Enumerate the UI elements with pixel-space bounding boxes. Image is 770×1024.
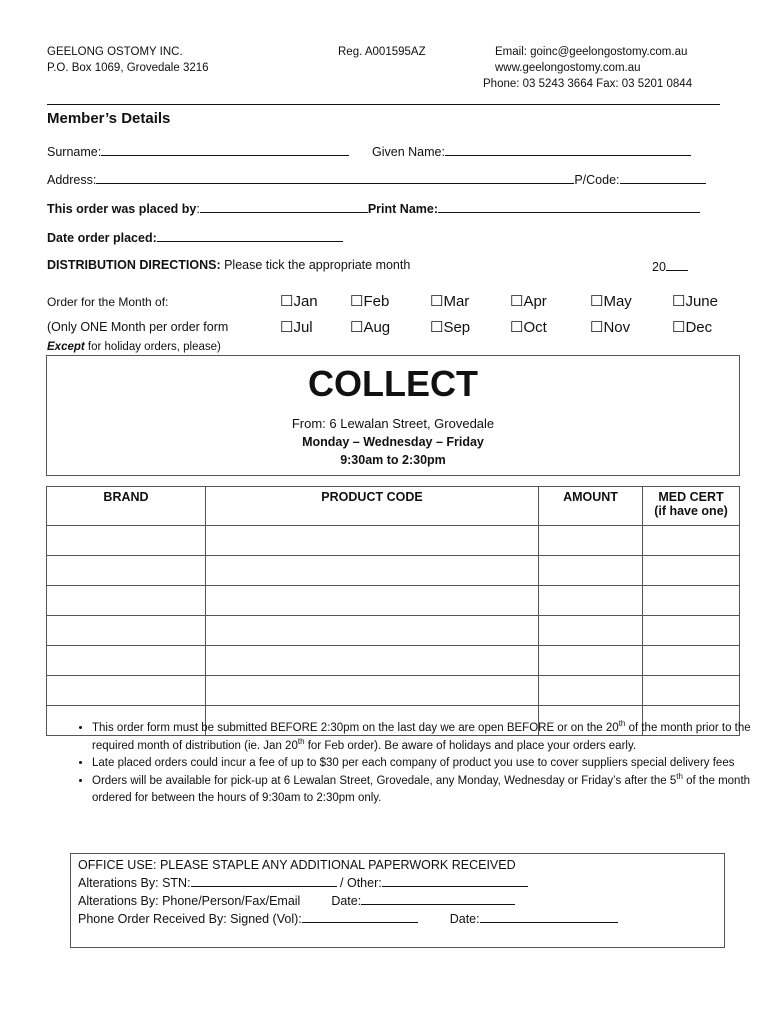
members-details-title: Member’s Details: [47, 110, 171, 127]
company-phone-fax: Phone: 03 5243 3664 Fax: 03 5201 0844: [483, 78, 693, 90]
brand-cell[interactable]: [47, 676, 206, 706]
table-header-row: [47, 487, 740, 526]
month-label: Nov: [603, 319, 631, 336]
med-cert-header: [643, 487, 740, 526]
table-row: [47, 526, 740, 556]
month-label: Jan: [293, 293, 318, 310]
alterations-stn-row: [78, 874, 724, 892]
med-cert-cell[interactable]: [643, 676, 740, 706]
collect-days: Monday – Wednesday – Friday: [302, 435, 484, 449]
amount-cell[interactable]: [539, 616, 643, 646]
brand-cell[interactable]: [47, 616, 206, 646]
address-row: [47, 171, 706, 187]
note-submission: [92, 720, 752, 755]
med-cert-cell[interactable]: [643, 586, 740, 616]
checkbox-icon[interactable]: ☐: [590, 293, 604, 310]
amount-cell[interactable]: [539, 526, 643, 556]
collect-title: COLLECT: [308, 363, 478, 404]
other-label: / Other:: [336, 876, 382, 890]
product-code-cell[interactable]: [206, 646, 539, 676]
month-label: June: [685, 293, 718, 310]
product-code-cell[interactable]: [206, 556, 539, 586]
month-option-sep[interactable]: [430, 318, 470, 336]
month-option-apr[interactable]: [510, 292, 547, 310]
phone-order-date-field[interactable]: [480, 910, 618, 923]
brand-cell[interactable]: [47, 586, 206, 616]
product-code-header: PRODUCT CODE: [206, 487, 539, 526]
collect-box: [46, 355, 740, 476]
note-1b: of the month prior to the required month of distribution (ie. Jan 20: [92, 722, 751, 752]
company-email: Email: goinc@geelongostomy.com.au: [495, 46, 688, 58]
brand-header: BRAND: [47, 487, 206, 526]
brand-cell[interactable]: [47, 526, 206, 556]
year-field[interactable]: [666, 258, 688, 271]
month-label: Mar: [443, 293, 470, 310]
amount-cell[interactable]: [539, 586, 643, 616]
note-1a: This order form must be submitted BEFORE 2:30pm on the last day we are open BEFORE or on the 20: [92, 722, 619, 734]
surname-field[interactable]: [101, 143, 349, 156]
address-field[interactable]: [96, 171, 574, 184]
med-cert-sublabel: (if have one): [654, 504, 728, 518]
alt-stn-field[interactable]: [191, 874, 337, 887]
other-field[interactable]: [382, 874, 528, 887]
company-address: P.O. Box 1069, Grovedale 3216: [47, 62, 209, 74]
given-name-row: [372, 143, 691, 159]
surname-label: Surname:: [47, 145, 102, 159]
except-label: Except: [47, 341, 85, 353]
checkbox-icon[interactable]: ☐: [350, 319, 364, 336]
distribution-instruction: Please tick the appropriate month: [224, 258, 411, 272]
month-of-label: Order for the Month of:: [47, 295, 169, 309]
month-label: Apr: [523, 293, 547, 310]
checkbox-icon[interactable]: ☐: [280, 293, 294, 310]
table-row: [47, 556, 740, 586]
checkbox-icon[interactable]: ☐: [430, 319, 444, 336]
month-option-oct[interactable]: [510, 318, 547, 336]
product-code-cell[interactable]: [206, 526, 539, 556]
company-name: GEELONG OSTOMY INC.: [47, 46, 183, 58]
month-option-june[interactable]: [672, 292, 718, 310]
collect-hours: 9:30am to 2:30pm: [340, 453, 446, 467]
year-row: [652, 258, 688, 274]
collect-from: From: 6 Lewalan Street, Grovedale: [291, 416, 495, 431]
office-use-title: OFFICE USE: PLEASE STAPLE ANY ADDITIONAL PAPERWORK RECEIVED: [78, 858, 516, 872]
print-name-field[interactable]: [438, 200, 700, 213]
checkbox-icon[interactable]: ☐: [590, 319, 604, 336]
month-label: Sep: [443, 319, 471, 336]
checkbox-icon[interactable]: ☐: [672, 293, 686, 310]
month-option-jul[interactable]: [280, 318, 313, 336]
company-website: www.geelongostomy.com.au: [495, 62, 641, 74]
med-cert-cell[interactable]: [643, 526, 740, 556]
note-3b: of the month ordered for between the hours of 9:30am to 2:30pm only.: [92, 774, 751, 804]
address-label: Address:: [47, 173, 97, 187]
pcode-label: P/Code:: [574, 173, 620, 187]
phone-order-row: [78, 910, 724, 928]
month-option-feb[interactable]: [350, 292, 389, 310]
amount-cell[interactable]: [539, 646, 643, 676]
alt-phone-label: Alterations By: Phone/Person/Fax/Email: [78, 894, 301, 908]
table-row: [47, 646, 740, 676]
amount-cell[interactable]: [539, 556, 643, 586]
product-code-cell[interactable]: [206, 616, 539, 646]
year-prefix: 20: [652, 260, 666, 274]
alt-date-field[interactable]: [361, 892, 515, 905]
month-option-jan[interactable]: [280, 292, 318, 310]
given-name-field[interactable]: [445, 143, 691, 156]
month-label: Jul: [293, 319, 313, 336]
med-cert-cell[interactable]: [643, 646, 740, 676]
one-month-label: (Only ONE Month per order form: [47, 320, 229, 334]
placed-by-field[interactable]: [200, 200, 368, 213]
note-3a: Orders will be available for pick-up at 6 Lewalan Street, Grovedale, any Monday, Wednesday or Friday’s after the 5: [92, 774, 677, 787]
brand-cell[interactable]: [47, 556, 206, 586]
month-label: Aug: [363, 319, 391, 336]
except-text: for holiday orders, please): [84, 341, 221, 353]
table-row: [47, 676, 740, 706]
checkbox-icon[interactable]: ☐: [510, 293, 524, 310]
date-placed-row: [47, 229, 343, 245]
brand-cell[interactable]: [47, 646, 206, 676]
med-cert-cell[interactable]: [643, 616, 740, 646]
distribution-label: DISTRIBUTION DIRECTIONS:: [47, 258, 221, 272]
date-placed-field[interactable]: [157, 229, 343, 242]
print-name-label: Print Name:: [367, 202, 438, 216]
checkbox-icon[interactable]: ☐: [672, 319, 686, 336]
registration-number: Reg. A001595AZ: [338, 46, 426, 58]
note-1c: for Feb order). Be aware of holidays and place your orders early.: [304, 739, 637, 752]
pcode-field[interactable]: [620, 171, 706, 184]
header-divider: [47, 104, 720, 105]
placed-by-colon: :: [196, 202, 200, 216]
checkbox-icon[interactable]: ☐: [510, 319, 524, 336]
checkbox-icon[interactable]: ☐: [350, 293, 364, 310]
amount-cell[interactable]: [539, 676, 643, 706]
month-option-dec[interactable]: [672, 318, 712, 336]
order-notes: [72, 720, 752, 808]
note-3-sup: th: [676, 771, 683, 781]
alt-date-label: Date:: [331, 894, 362, 908]
table-row: [47, 586, 740, 616]
given-name-label: Given Name:: [372, 145, 445, 159]
distribution-row: [47, 258, 410, 272]
note-pickup: [92, 773, 752, 808]
alt-stn-label: Alterations By: STN:: [78, 876, 191, 890]
phone-order-label: Phone Order Received By: Signed (Vol):: [78, 912, 302, 926]
month-option-nov[interactable]: [590, 318, 630, 336]
date-placed-label: Date order placed:: [47, 231, 157, 245]
office-use-box: [70, 853, 725, 948]
month-label: Dec: [685, 319, 713, 336]
product-table: [46, 486, 740, 736]
month-label: Oct: [523, 319, 547, 336]
med-cert-cell[interactable]: [643, 556, 740, 586]
placed-by-label: This order was placed by: [47, 202, 197, 216]
product-code-cell[interactable]: [206, 586, 539, 616]
month-option-may[interactable]: [590, 292, 632, 310]
placed-by-row: [47, 200, 700, 216]
checkbox-icon[interactable]: ☐: [430, 293, 444, 310]
alterations-phone-row: [78, 892, 724, 910]
phone-order-field[interactable]: [302, 910, 418, 923]
amount-header: AMOUNT: [539, 487, 643, 526]
note-1-sup: th: [618, 719, 626, 729]
product-code-cell[interactable]: [206, 676, 539, 706]
note-late-fee: • Late placed orders could incur a fee of up to $30 per each company of product you use to cover suppliers special delivery fees: [92, 755, 752, 773]
month-option-mar[interactable]: [430, 292, 469, 310]
phone-order-date-label: Date:: [449, 912, 480, 926]
month-label: Feb: [363, 293, 390, 310]
month-label: May: [603, 293, 632, 310]
note-1-sup2: th: [297, 736, 305, 746]
checkbox-icon[interactable]: ☐: [280, 319, 294, 336]
surname-row: [47, 143, 349, 159]
med-cert-label: MED CERT: [658, 490, 724, 504]
table-row: [47, 616, 740, 646]
month-option-aug[interactable]: [350, 318, 390, 336]
product-table-body: [47, 526, 740, 736]
except-note: [47, 341, 221, 353]
